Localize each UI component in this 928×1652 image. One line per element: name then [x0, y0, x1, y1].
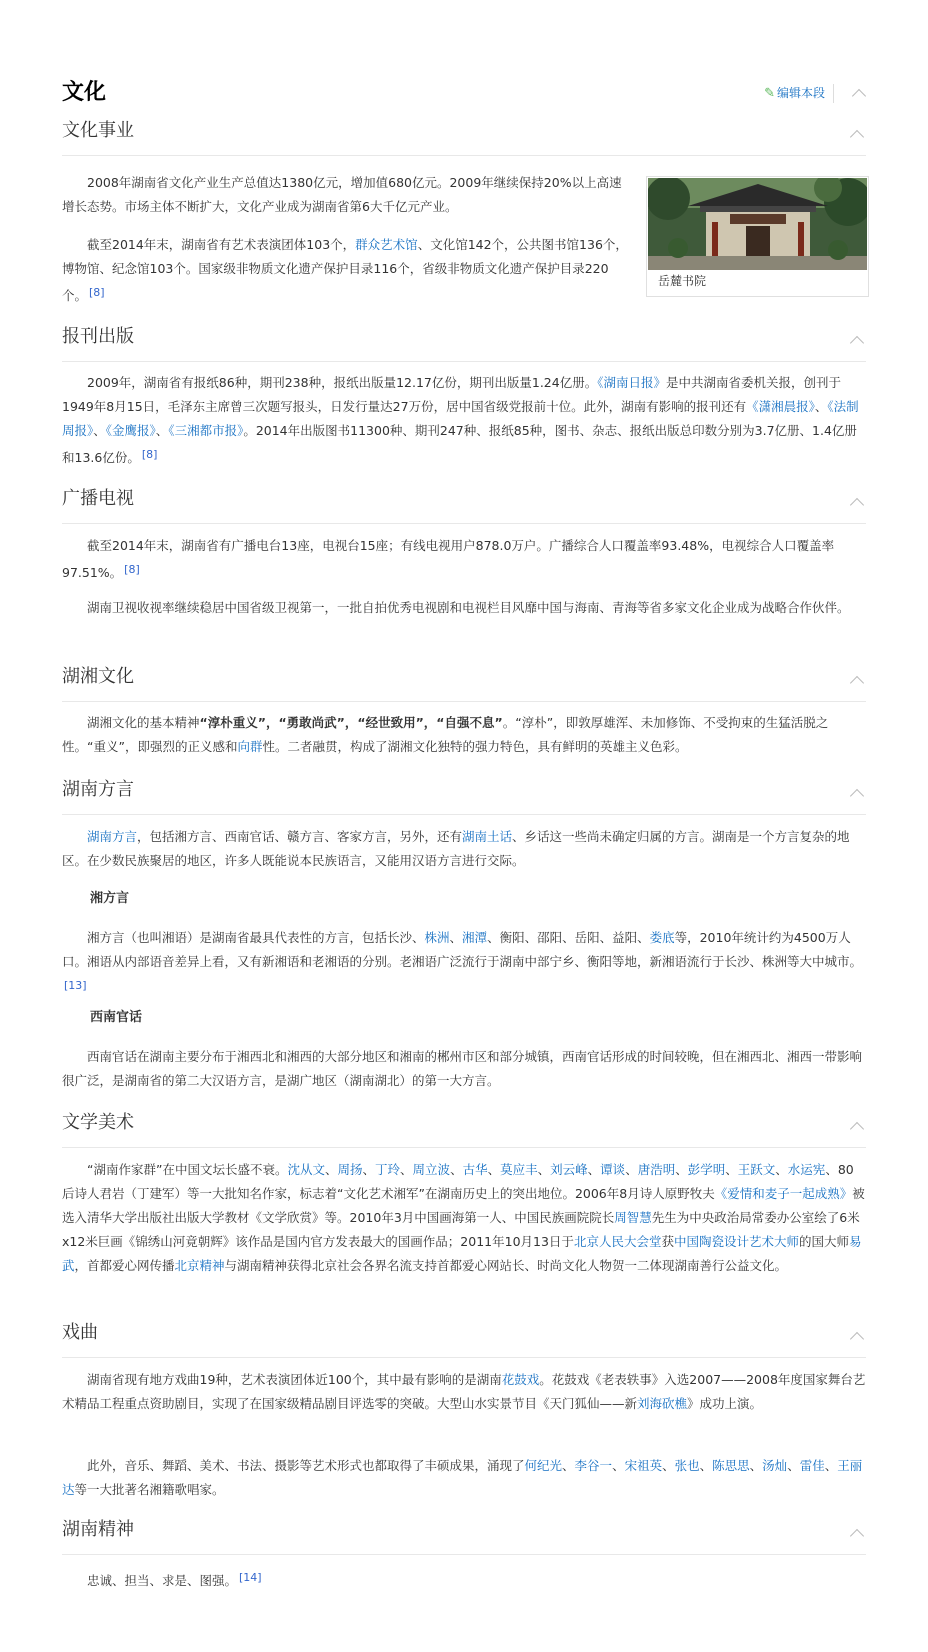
reference-link[interactable]: [8] — [141, 448, 158, 461]
singer-link[interactable]: 王丽达 — [62, 1458, 863, 1497]
link-golden-eagle-news[interactable]: 《金鹰报》 — [105, 423, 156, 438]
text: 、80后诗人君岩（丁建军）等一大批知名作家，标志着“文化艺术湘军”在湖南历史上的突出地位。2006年8月诗人原野牧夫 — [62, 1162, 854, 1201]
subsection-header-hunan-dialects — [62, 775, 866, 815]
text: 。2014年出版图书11300种、期刊247种、报纸85种，图书、杂志、报纸出版总印数分别为3.7亿册、1.4亿册和13.6亿份。 — [62, 423, 857, 465]
singer-link[interactable]: 张也 — [674, 1458, 700, 1473]
collapse-chevron-up-icon[interactable] — [850, 1529, 864, 1543]
collapse-chevron-up-icon[interactable] — [850, 676, 864, 690]
collapse-chevron-up-icon[interactable] — [850, 1122, 864, 1136]
paragraph-opera — [62, 1368, 866, 1416]
separator: 、 — [824, 1458, 838, 1473]
text: 是中共湖南省委机关报，创刊于1949年8月15日，毛泽东主席曾三次题写报头，日发行量达27万份，居中国省级党报前十位。此外，湖南有影响的报刊还有 — [62, 375, 841, 414]
text: 湖南省现有地方戏曲19种，艺术表演团体近100个，其中最有影响的是湖南 — [87, 1372, 502, 1387]
author-link[interactable]: 唐浩明 — [637, 1162, 676, 1177]
subsection-title: 文学美术 — [62, 1112, 134, 1133]
singer-link[interactable]: 宋祖英 — [624, 1458, 663, 1473]
link-xiangqun[interactable]: 向群 — [237, 739, 263, 754]
paragraph-hunan-spirit — [62, 1566, 866, 1593]
subsection-header-broadcasting — [62, 484, 866, 524]
separator: 、 — [487, 1162, 501, 1177]
reference-link[interactable]: [14] — [239, 1571, 262, 1584]
link-huagu-opera[interactable]: 花鼓戏 — [501, 1372, 540, 1387]
yuelu-academy-photo — [648, 178, 867, 270]
separator: 、 — [612, 1458, 625, 1473]
link-hunan-daily[interactable]: 《湖南日报》 — [597, 375, 666, 390]
text: 湖湘文化的基本精神 — [87, 715, 200, 730]
text: 、乡话这一些尚未确定归属的方言。湖南是一个方言复杂的地区。在少数民族聚居的地区，许多人既能说本民族语言，又能用汉语方言进行交际。 — [62, 829, 850, 868]
sub-heading-xiang-dialect: 湘方言 — [90, 891, 130, 906]
link-legal-weekly[interactable]: 《法制周报》 — [62, 399, 859, 438]
edit-section-label: 编辑本段 — [776, 86, 825, 100]
edit-section-button[interactable] — [764, 84, 834, 103]
text: 。花鼓戏《老表轶事》入选2007——2008年度国家舞台艺术精品工程重点资助剧目，实现了在国家级精品剧目评选零的突破。大型山水实景节目《天门狐仙——新 — [62, 1372, 866, 1411]
subsection-title: 湖湘文化 — [62, 666, 134, 687]
link-mass-art-center[interactable]: 群众艺术馆 — [355, 237, 418, 252]
paragraph-southwest-mandarin: 西南官话在湖南主要分布于湘西北和湘西的大部分地区和湘南的郴州市区和部分城镇，西南官话形成的时间较晚，但在湘西北、湘西一带影响很广泛，是湖南省的第二大汉语方言，是湖广地区（湖南湖北）的第一大方言。 — [62, 1049, 863, 1088]
text: 等，2010年统计约为4500万人口。湘语从内部语音差异上看，又有新湘语和老湘语的分别。老湘语广泛流行于湖南中部宁乡、衡阳等地，新湘语流行于长沙、株洲等大中城市。 — [62, 930, 863, 969]
text: 》成功上演。 — [687, 1396, 763, 1411]
image-yuelu-academy[interactable] — [646, 176, 869, 297]
text: 被选入清华大学出版社出版大学教材《文学欣赏》等。2010年3月中国画海第一人、中国民族画院院长 — [62, 1186, 865, 1225]
text: 与湖南精神获得北京社会各界名流支持首都爱心网站长、时尚文化人物贺一二体现湖南善行公益文化。 — [224, 1258, 788, 1273]
author-link[interactable]: 谭谈 — [600, 1162, 626, 1177]
separator: 、 — [675, 1162, 688, 1177]
reference-link[interactable]: [13] — [64, 979, 87, 992]
text: 。“淳朴”，即敦厚雄浑、未加修饰、不受拘束的生猛活脱之性。“重义”，即强烈的正义感和 — [62, 715, 829, 754]
subsection-header-huxiang-culture — [62, 662, 866, 702]
text: 先生为中央政治局常委办公室绘了6米x12米巨画《锦绣山河竟朝辉》该作品是国内官方发表最大的国画作品；2011年10月13日于 — [62, 1210, 860, 1249]
pencil-icon: ✎ — [764, 86, 775, 101]
text: 、 — [155, 423, 169, 438]
link-ceramic-design-master[interactable]: 中国陶瓷设计艺术大师 — [673, 1234, 799, 1249]
subsection-title: 报刊出版 — [62, 326, 134, 347]
separator: 、 — [775, 1162, 788, 1177]
paragraph-singers — [62, 1454, 866, 1502]
subsection-header-opera — [62, 1318, 866, 1358]
collapse-chevron-up-icon[interactable] — [850, 1332, 864, 1346]
text: 截至2014年末，湖南省有广播电台13座，电视台15座；有线电视用户878.0万户。广播综合人口覆盖率93.48%，电视综合人口覆盖率97.51%。 — [62, 538, 835, 580]
section-header-culture — [62, 78, 866, 108]
text: 等一大批著名湘籍歌唱家。 — [74, 1482, 225, 1497]
link-xiangtan[interactable]: 湘潭 — [462, 930, 488, 945]
separator: 、 — [625, 1162, 638, 1177]
paragraph-literature — [62, 1158, 866, 1278]
subsection-header-literature-art — [62, 1108, 866, 1148]
separator: 、 — [324, 1162, 338, 1177]
author-link[interactable]: 周立波 — [412, 1162, 451, 1177]
singer-link[interactable]: 何纪光 — [524, 1458, 563, 1473]
author-links — [287, 1162, 825, 1177]
text: 忠诚、担当、求是、图强。 — [87, 1573, 238, 1588]
text: 此外，音乐、舞蹈、美术、书法、摄影等艺术形式也都取得了丰硕成果，涌现了 — [87, 1458, 525, 1473]
author-link[interactable]: 水运宪 — [787, 1162, 826, 1177]
separator: 、 — [562, 1458, 575, 1473]
link-zhou-zhihui[interactable]: 周智慧 — [614, 1210, 652, 1225]
singer-link[interactable]: 陈思思 — [712, 1458, 750, 1473]
reference-link[interactable]: [8] — [124, 563, 140, 576]
subsection-header-cultural-undertakings — [62, 116, 866, 156]
link-great-hall-of-the-people[interactable]: 北京人民大会堂 — [573, 1234, 662, 1249]
separator: 、 — [699, 1458, 713, 1473]
reference-link[interactable]: [8] — [89, 286, 105, 299]
singer-link[interactable]: 汤灿 — [762, 1458, 788, 1473]
bold-text: “淳朴重义”，“勇敢尚武”，“经世致用”，“自强不息” — [199, 715, 503, 730]
link-yi-wu[interactable]: 易武 — [62, 1234, 862, 1273]
separator: 、 — [537, 1162, 551, 1177]
text: 的国大师 — [798, 1234, 849, 1249]
link-beijing-spirit[interactable]: 北京精神 — [174, 1258, 225, 1273]
separator: 、 — [450, 1162, 463, 1177]
author-link[interactable]: 周扬 — [337, 1162, 363, 1177]
separator: 、 — [362, 1162, 376, 1177]
text: 2009年，湖南省有报纸86种，期刊238种，报纸出版量12.17亿份，期刊出版量1.24亿册。 — [87, 375, 598, 390]
sub-heading-southwest-mandarin: 西南官话 — [90, 1010, 143, 1025]
link-xiaoxiang-morning-herald[interactable]: 《潇湘晨报》 — [746, 399, 815, 414]
link-hunan-tuhua[interactable]: 湖南土话 — [462, 829, 513, 844]
collapse-chevron-up-icon[interactable] — [850, 498, 864, 512]
text: 、 — [814, 399, 828, 414]
text: 、衡阳、邵阳、岳阳、益阳、 — [487, 930, 650, 945]
text: 、 — [449, 930, 463, 945]
text: 、 — [93, 423, 106, 438]
author-link[interactable]: 刘云峰 — [550, 1162, 588, 1177]
separator: 、 — [587, 1162, 601, 1177]
text: 、文化馆142个，公共图书馆136个，博物馆、纪念馆103个。国家级非物质文化遗产保护目录116个，省级非物质文化遗产保护目录220个。 — [62, 237, 628, 303]
text: 截至2014年末，湖南省有艺术表演团体103个， — [87, 237, 356, 252]
link-love-and-wheat[interactable]: 《爱情和麦子一起成熟》 — [714, 1186, 853, 1201]
collapse-chevron-up-icon[interactable] — [850, 789, 864, 803]
paragraph-press — [62, 371, 866, 470]
collapse-chevron-up-icon[interactable] — [850, 336, 864, 350]
paragraph-cultural-institutions — [62, 233, 632, 308]
paragraph-dialects-overview — [62, 825, 866, 873]
paragraph-xiang-dialect — [62, 926, 866, 1001]
separator: 、 — [662, 1458, 675, 1473]
separator: 、 — [400, 1162, 413, 1177]
author-link[interactable]: 沈从文 — [287, 1162, 325, 1177]
section-title: 文化 — [62, 80, 107, 105]
paragraph-hunan-tv: 湖南卫视收视率继续稳居中国省级卫视第一，一批自拍优秀电视剧和电视栏目风靡中国与海南、青海等省多家文化企业成为战略合作伙伴。 — [87, 600, 850, 615]
link-loudi[interactable]: 娄底 — [649, 930, 675, 945]
author-link[interactable]: 彭学明 — [687, 1162, 726, 1177]
paragraph-broadcast-coverage — [62, 534, 866, 585]
text: ，首都爱心网传播 — [74, 1258, 175, 1273]
subsection-title: 文化事业 — [62, 120, 134, 141]
separator: 、 — [749, 1458, 763, 1473]
subsection-title: 湖南精神 — [62, 1519, 134, 1540]
author-link[interactable]: 莫应丰 — [500, 1162, 538, 1177]
text: 湘方言（也叫湘语）是湖南省最具代表性的方言，包括长沙、 — [87, 930, 425, 945]
subsection-title: 湖南方言 — [62, 779, 134, 800]
link-zhuzhou[interactable]: 株洲 — [424, 930, 450, 945]
link-liu-hai-kan-qiao[interactable]: 刘海砍樵 — [637, 1396, 688, 1411]
paragraph-huxiang-spirit — [62, 711, 866, 759]
author-link[interactable]: 丁玲 — [375, 1162, 401, 1177]
paragraph-cultural-industry: 2008年湖南省文化产业生产总值达1380亿元，增加值680亿元。2009年继续保持20%以上高速增长态势。市场主体不断扩大，文化产业成为湖南省第6大千亿元产业。 — [62, 175, 622, 214]
author-link[interactable]: 王跃文 — [737, 1162, 776, 1177]
link-hunan-dialects[interactable]: 湖南方言 — [87, 829, 138, 844]
subsection-header-hunan-spirit — [62, 1515, 866, 1555]
singer-link[interactable]: 雷佳 — [799, 1458, 825, 1473]
image-caption: 岳麓书院 — [658, 274, 707, 288]
collapse-chevron-up-icon[interactable] — [850, 130, 864, 144]
subsection-header-press-publishing — [62, 322, 866, 362]
text: ，包括湘方言、西南官话、赣方言、客家方言，另外，还有 — [137, 829, 463, 844]
text: “湖南作家群”在中国文坛长盛不衰。 — [87, 1162, 288, 1177]
subsection-title: 广播电视 — [62, 488, 134, 509]
subsection-title: 戏曲 — [62, 1322, 98, 1343]
separator: 、 — [787, 1458, 800, 1473]
collapse-chevron-up-icon[interactable] — [852, 89, 866, 103]
singer-link[interactable]: 李谷一 — [574, 1458, 613, 1473]
text: 获 — [661, 1234, 674, 1249]
separator: 、 — [725, 1162, 738, 1177]
text: 性。二者融贯，构成了湖湘文化独特的强力特色，具有鲜明的英雄主义色彩。 — [262, 739, 688, 754]
author-link[interactable]: 古华 — [462, 1162, 488, 1177]
link-sanxiang-city-news[interactable]: 《三湘都市报》 — [168, 423, 244, 438]
